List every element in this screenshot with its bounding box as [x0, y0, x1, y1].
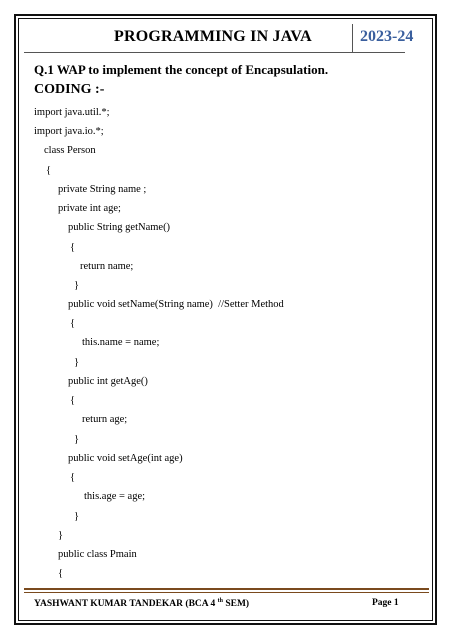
code-line: import java.util.*;	[34, 107, 110, 118]
code-line: this.age = age;	[84, 491, 146, 502]
header-rule	[24, 52, 405, 53]
header-title: PROGRAMMING IN JAVA	[114, 28, 312, 45]
code-line: }	[74, 357, 80, 368]
code-line: {	[70, 472, 76, 483]
code-line: public String getName()	[68, 222, 171, 233]
code-line: {	[70, 242, 76, 253]
code-line: class Person	[44, 145, 96, 156]
footer-rule-thin	[24, 592, 429, 593]
code-line: }	[74, 434, 80, 445]
question-title: Q.1 WAP to implement the concept of Encapsulation.	[34, 62, 329, 77]
footer-page-number: Page 1	[372, 598, 399, 608]
footer-author-sup: th	[217, 598, 223, 604]
code-line: {	[70, 395, 76, 406]
code-line: {	[70, 318, 76, 329]
header-year: 2023-24	[360, 28, 414, 45]
page-header	[18, 22, 433, 54]
code-line: }	[74, 511, 80, 522]
footer-author-prefix: YASHWANT KUMAR TANDEKAR (BCA 4	[34, 599, 216, 610]
code-line: private int age;	[58, 203, 121, 214]
code-line: private String name ;	[58, 184, 147, 195]
code-line: }	[74, 280, 80, 291]
header-divider	[352, 24, 353, 52]
footer-author-suffix: SEM)	[222, 599, 250, 610]
code-line: import java.io.*;	[34, 126, 104, 137]
code-line: public void setAge(int age)	[68, 453, 183, 464]
code-line: public class Pmain	[58, 549, 137, 560]
coding-label: CODING :-	[34, 82, 105, 97]
footer-author	[34, 598, 249, 609]
code-line: {	[46, 165, 52, 176]
code-line: return name;	[80, 261, 134, 272]
code-line: public void setName(String name) //Setter Method	[68, 299, 284, 310]
code-line: return age;	[82, 414, 128, 425]
footer-rule-thick	[24, 588, 429, 590]
code-line: {	[58, 568, 64, 579]
code-line: public int getAge()	[68, 376, 148, 387]
code-line: this.name = name;	[82, 337, 160, 348]
code-line: }	[58, 530, 64, 541]
